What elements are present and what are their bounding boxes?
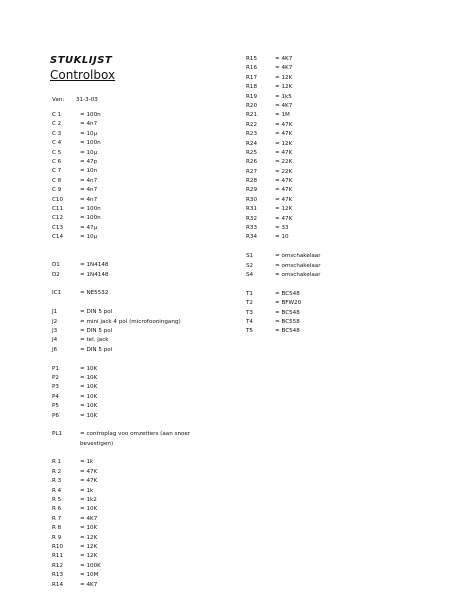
part-reference: C10 <box>52 196 64 203</box>
part-reference: R14 <box>52 581 64 588</box>
date-value: 31-3-03 <box>76 97 98 103</box>
part-value: = 12K <box>275 84 293 91</box>
part-reference: R32 <box>246 215 258 222</box>
part-value: = 4K7 <box>80 515 98 522</box>
part-reference: R27 <box>246 168 258 175</box>
part-reference: R24 <box>246 140 258 147</box>
part-value: = 10K <box>80 393 98 400</box>
part-value: = 1k <box>80 487 94 494</box>
part-value: = 47K <box>275 196 293 203</box>
part-reference: C 7 <box>52 168 62 175</box>
part-reference: R17 <box>246 74 258 81</box>
part-value: = 1N4148 <box>80 271 109 278</box>
part-value: = 100n <box>80 215 101 222</box>
part-reference: C12 <box>52 215 64 222</box>
part-reference: T5 <box>246 328 253 335</box>
part-reference: C11 <box>52 205 64 212</box>
part-value: = 4K7 <box>80 581 98 588</box>
part-value: = 47K <box>275 187 293 194</box>
part-value: = BFW20 <box>275 300 302 307</box>
part-reference: P3 <box>52 384 59 391</box>
part-value: = 12K <box>80 534 98 541</box>
part-reference: IC1 <box>52 290 62 297</box>
part-reference: R20 <box>246 102 258 109</box>
part-value: = 47K <box>275 215 293 222</box>
part-reference: C 4 <box>52 140 62 147</box>
part-value: = 12K <box>275 206 293 213</box>
part-value: = 10K <box>80 525 98 532</box>
part-value: = 47K <box>275 121 293 128</box>
date-label: Van: <box>52 97 65 103</box>
part-value: = 33 <box>275 225 289 232</box>
part-value: = 1M <box>275 112 290 119</box>
part-reference: R 5 <box>52 497 62 504</box>
part-value: = 100n <box>80 140 101 147</box>
part-reference: R22 <box>246 121 258 128</box>
part-value: = omschakelaar <box>275 253 321 260</box>
part-reference: R23 <box>246 131 258 138</box>
part-reference: C 6 <box>52 158 62 165</box>
part-reference: C 9 <box>52 187 62 194</box>
part-value: = 47µ <box>80 224 98 231</box>
part-reference: C 2 <box>52 121 62 128</box>
part-value: = 1N4148 <box>80 262 109 269</box>
part-reference: R33 <box>246 225 258 232</box>
part-reference: R26 <box>246 159 258 166</box>
part-value: = 22K <box>275 168 293 175</box>
part-value: = 4K7 <box>275 65 293 72</box>
part-value: = 10µ <box>80 130 98 137</box>
part-reference: T1 <box>246 290 253 297</box>
part-value: = BC558 <box>275 318 300 325</box>
part-reference: R 4 <box>52 487 62 494</box>
part-reference: R15 <box>246 56 258 62</box>
part-value: = tel. jack <box>80 337 109 344</box>
part-reference: T4 <box>246 318 253 325</box>
part-reference: R 6 <box>52 506 62 513</box>
part-value: = 1k2 <box>80 497 97 504</box>
part-reference: J2 <box>52 318 58 325</box>
part-value: = 12K <box>275 74 293 81</box>
part-value: = 10K <box>80 384 98 391</box>
part-reference: P6 <box>52 412 59 419</box>
part-reference: R12 <box>52 562 64 569</box>
part-value: = 47K <box>275 178 293 185</box>
part-reference: R18 <box>246 84 258 91</box>
part-value: = 10K <box>80 403 98 410</box>
part-reference: D2 <box>52 271 60 278</box>
part-value: = omschakelaar <box>275 271 321 278</box>
part-value: = NE5532 <box>80 290 109 297</box>
part-value: = 4n7 <box>80 187 98 194</box>
part-reference: R31 <box>246 206 258 213</box>
part-value: = mini jack 4 pol (microfooningang) <box>80 318 181 325</box>
part-reference: S1 <box>246 253 254 260</box>
part-reference: J1 <box>52 309 58 316</box>
part-value: = DIN 5 pol <box>80 309 113 316</box>
part-value: = 12K <box>275 140 293 147</box>
part-value: = 4n7 <box>80 177 98 184</box>
part-reference: PL1 <box>52 431 63 438</box>
part-value: = 4n7 <box>80 121 98 128</box>
part-reference: R 2 <box>52 468 62 475</box>
part-reference: P2 <box>52 374 59 381</box>
part-reference: P1 <box>52 365 59 372</box>
part-value: = 100n <box>80 205 101 212</box>
part-reference: C13 <box>52 224 64 231</box>
part-reference: R13 <box>52 572 64 579</box>
part-value: = 1k <box>80 459 94 466</box>
part-value: = 4K7 <box>275 102 293 109</box>
part-value: = DIN 5 pol <box>80 346 113 353</box>
part-value: = 4K7 <box>275 56 293 62</box>
part-reference: C14 <box>52 234 64 241</box>
part-value: = 47K <box>80 468 98 475</box>
part-reference: C 5 <box>52 149 62 156</box>
part-value: = 100K <box>80 562 101 569</box>
part-value: = 10K <box>80 374 98 381</box>
part-value: = 10K <box>80 365 98 372</box>
part-value: = BC548 <box>275 309 300 316</box>
part-value: = 47K <box>275 131 293 138</box>
part-reference: R 1 <box>52 459 62 466</box>
part-reference: R25 <box>246 149 258 156</box>
part-reference: T2 <box>246 300 253 307</box>
part-value: = 10K <box>80 506 98 513</box>
part-reference: R28 <box>246 178 258 185</box>
part-reference: R 3 <box>52 478 62 485</box>
document-title: STUKLIJST <box>50 55 113 66</box>
part-reference: J4 <box>52 337 58 344</box>
part-reference: D1 <box>52 262 60 269</box>
part-value: = 47K <box>80 478 98 485</box>
part-reference: P4 <box>52 393 59 400</box>
part-reference: R30 <box>246 196 258 203</box>
part-reference: J3 <box>52 328 58 334</box>
part-value: = controplag voo omzetters (aan snoer bevestigen) <box>80 431 191 447</box>
part-value: = 47K <box>275 149 293 156</box>
part-value: = 47p <box>80 158 98 165</box>
part-value: = 100n <box>80 112 101 118</box>
part-value: = 22K <box>275 159 293 166</box>
part-value: = 12K <box>80 544 98 550</box>
part-value: = BC548 <box>275 328 300 335</box>
part-reference: C 3 <box>52 130 62 137</box>
document-subtitle: Controlbox <box>50 68 116 82</box>
part-reference: R19 <box>246 93 258 100</box>
part-reference: R34 <box>246 234 258 241</box>
part-reference: P5 <box>52 403 59 410</box>
part-reference: R29 <box>246 187 258 194</box>
part-reference: J6 <box>52 346 58 353</box>
part-value: = 10 <box>275 234 289 241</box>
part-reference: S2 <box>246 262 254 269</box>
part-reference: S4 <box>246 271 254 278</box>
part-reference: T3 <box>246 309 253 316</box>
part-reference: C 8 <box>52 177 62 184</box>
part-value: = 10µ <box>80 234 98 241</box>
part-value: = 4n7 <box>80 196 98 203</box>
part-value: = 10K <box>80 412 98 419</box>
part-reference: R 7 <box>52 515 62 522</box>
part-reference: R 9 <box>52 534 62 541</box>
part-reference: R11 <box>52 553 64 560</box>
part-value: = 10n <box>80 168 98 175</box>
part-value: = DIN 5 pol <box>80 328 113 334</box>
part-value: = omschakelaar <box>275 262 321 269</box>
part-value: = 10M <box>80 572 99 579</box>
part-reference: R10 <box>52 544 64 550</box>
part-reference: R16 <box>246 65 258 72</box>
part-reference: R 8 <box>52 525 62 532</box>
part-value: = 10µ <box>80 149 98 156</box>
part-value: = 12K <box>80 553 98 560</box>
part-reference: R21 <box>246 112 258 119</box>
part-value: = 1k5 <box>275 93 292 100</box>
part-value: = BC548 <box>275 290 300 297</box>
part-reference: C 1 <box>52 112 62 118</box>
